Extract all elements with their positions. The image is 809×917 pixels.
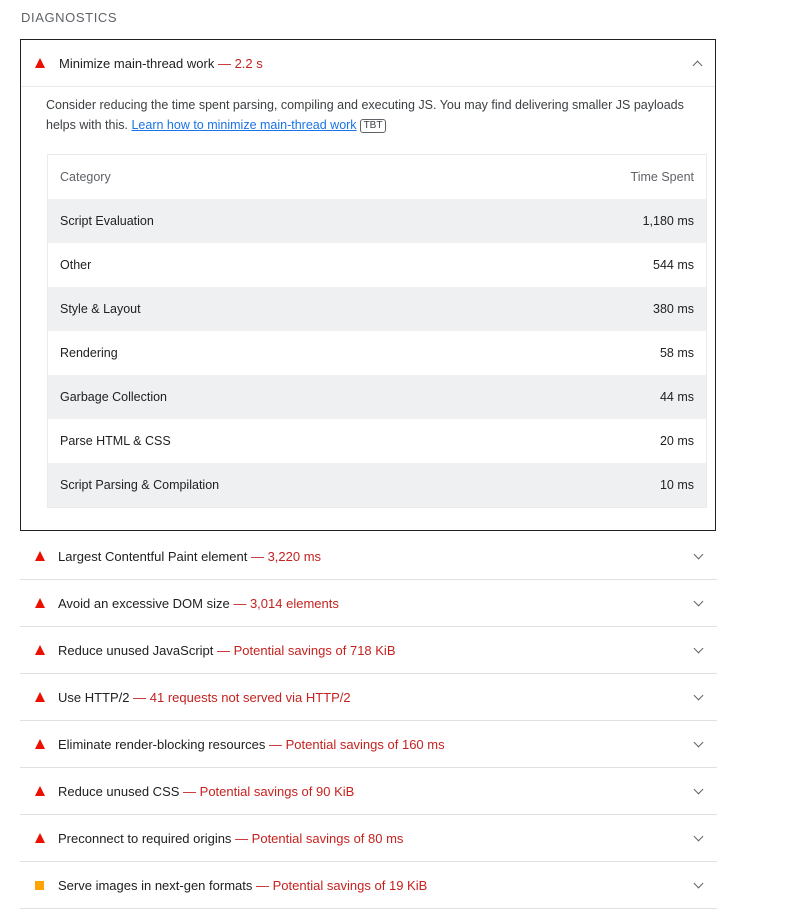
table-row <box>48 287 706 331</box>
audit-serve-images-next-gen-formats[interactable] <box>20 862 717 909</box>
table-header <box>48 155 706 199</box>
audit-display-value: — Potential savings of 160 ms <box>269 736 445 752</box>
audit-title-text: Use HTTP/2 <box>58 689 130 705</box>
chevron-down-icon[interactable] <box>694 549 704 559</box>
audit-display-value: — 3,014 elements <box>233 595 339 611</box>
audit-eliminate-render-blocking-resources[interactable] <box>20 721 717 768</box>
row-time: 1,180 ms <box>642 214 694 228</box>
table-row <box>48 375 706 419</box>
audit-title-text: Minimize main-thread work <box>59 55 215 71</box>
audit-title-text: Eliminate render-blocking resources <box>58 736 266 752</box>
row-time: 380 ms <box>653 302 694 316</box>
column-header-time-spent: Time Spent <box>630 170 694 184</box>
audit-title-text: Reduce unused JavaScript <box>58 642 214 658</box>
audit-title <box>58 831 403 846</box>
audit-title <box>58 643 396 658</box>
row-time: 20 ms <box>659 434 694 448</box>
row-time: 44 ms <box>659 390 694 404</box>
audit-title <box>58 784 354 799</box>
orange-square-icon <box>35 881 44 890</box>
audit-display-value: — Potential savings of 718 KiB <box>217 642 396 658</box>
diagnostics-section-title: DIAGNOSTICS <box>21 10 118 25</box>
row-category: Script Parsing & Compilation <box>60 478 220 492</box>
chevron-down-icon[interactable] <box>694 831 704 841</box>
audit-description <box>46 95 706 135</box>
audit-header-expanded[interactable] <box>21 40 715 87</box>
row-time: 58 ms <box>659 346 694 360</box>
audit-title <box>58 737 445 752</box>
audit-title <box>58 549 321 564</box>
row-category: Garbage Collection <box>60 390 168 404</box>
metric-tag-tbt: TBT <box>360 119 387 133</box>
audit-minimize-main-thread-work <box>20 39 716 531</box>
row-category: Rendering <box>60 346 118 360</box>
learn-more-link[interactable]: Learn how to minimize main-thread work <box>131 118 357 132</box>
table-row <box>48 199 706 243</box>
warning-triangle-icon <box>35 645 45 655</box>
warning-triangle-icon <box>35 598 45 608</box>
audit-preconnect-to-required-origins[interactable] <box>20 815 717 862</box>
chevron-down-icon[interactable] <box>694 596 704 606</box>
main-thread-table <box>47 154 707 508</box>
audit-title-text: Serve images in next-gen formats <box>58 877 253 893</box>
audit-title <box>58 690 351 705</box>
audit-title-text: Reduce unused CSS <box>58 783 180 799</box>
collapsed-audit-list <box>20 533 717 909</box>
audit-display-value: — Potential savings of 19 KiB <box>256 877 428 893</box>
description-text: Consider reducing the time spent parsing, compiling and executing JS. You may find delivering smaller JS payloads helps with this. <box>46 98 684 132</box>
audit-display-value: — 2.2 s <box>217 55 263 71</box>
warning-triangle-icon <box>35 786 45 796</box>
chevron-down-icon[interactable] <box>694 878 704 888</box>
audit-title <box>59 56 263 71</box>
row-category: Other <box>60 258 92 272</box>
audit-display-value: — Potential savings of 80 ms <box>235 830 404 846</box>
chevron-down-icon[interactable] <box>694 784 704 794</box>
chevron-down-icon[interactable] <box>694 643 704 653</box>
table-row <box>48 419 706 463</box>
chevron-up-icon[interactable] <box>693 60 703 70</box>
warning-triangle-icon <box>35 739 45 749</box>
audit-reduce-unused-css[interactable] <box>20 768 717 815</box>
chevron-down-icon[interactable] <box>694 690 704 700</box>
warning-triangle-icon <box>35 551 45 561</box>
row-category: Style & Layout <box>60 302 141 316</box>
audit-display-value: — 3,220 ms <box>250 548 322 564</box>
column-header-category: Category <box>60 170 111 184</box>
row-time: 544 ms <box>653 258 694 272</box>
audit-use-http2[interactable] <box>20 674 717 721</box>
audit-display-value: — Potential savings of 90 KiB <box>183 783 355 799</box>
warning-triangle-icon <box>35 58 45 68</box>
audit-title <box>58 878 427 893</box>
row-time: 10 ms <box>659 478 694 492</box>
audit-display-value: — 41 requests not served via HTTP/2 <box>133 689 351 705</box>
warning-triangle-icon <box>35 692 45 702</box>
warning-triangle-icon <box>35 833 45 843</box>
chevron-down-icon[interactable] <box>694 737 704 747</box>
audit-title <box>58 596 339 611</box>
table-row <box>48 463 706 507</box>
audit-title-text: Avoid an excessive DOM size <box>58 595 230 611</box>
audit-reduce-unused-javascript[interactable] <box>20 627 717 674</box>
audit-title-text: Preconnect to required origins <box>58 830 232 846</box>
audit-title-text: Largest Contentful Paint element <box>58 548 248 564</box>
row-category: Script Evaluation <box>60 214 154 228</box>
table-row <box>48 331 706 375</box>
table-row <box>48 243 706 287</box>
audit-avoid-excessive-dom-size[interactable] <box>20 580 717 627</box>
row-category: Parse HTML & CSS <box>60 434 171 448</box>
audit-largest-contentful-paint-element[interactable] <box>20 533 717 580</box>
